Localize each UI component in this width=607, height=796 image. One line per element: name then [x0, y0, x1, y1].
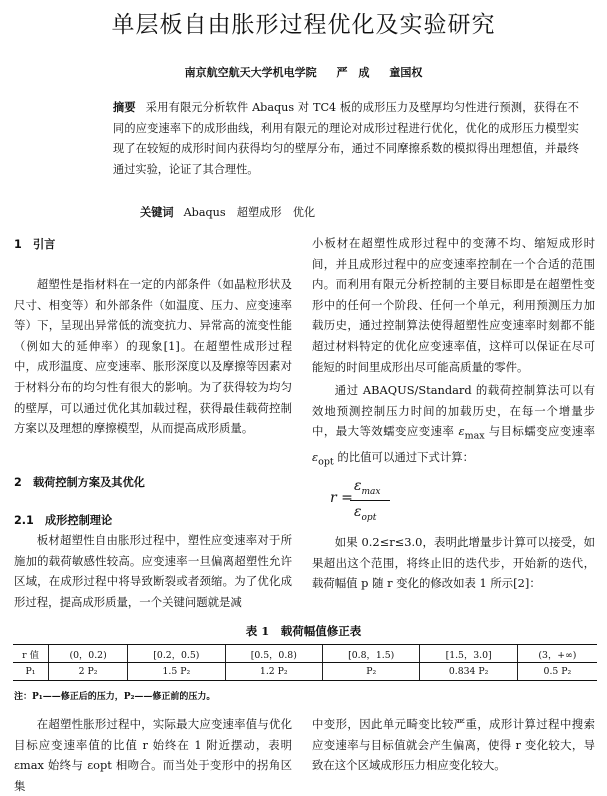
author-name: 童国权 [389, 66, 423, 79]
section-heading: 2 载荷控制方案及其优化 [14, 476, 145, 489]
formula-numerator: $\varepsilon_{max}$ [354, 478, 381, 497]
epsilon-symbol: ε [458, 424, 465, 439]
abstract-text: 采用有限元分析软件 Abaqus 对 TC4 板的成形压力及壁厚均匀性进行预测，获得在不同的应变速率下的成形曲线，利用有限元的理论对成形过程进行优化，优化的成形压力模型实现了在较短的成形时间内获得均匀的壁厚分布，通过不同摩擦系数的模拟得出理想值，并最终通过实验，论证了其合理性。 [113, 101, 579, 176]
table-cell: [0.5，0.8) [225, 645, 322, 663]
right-paragraph: 中变形，因此单元畸变比较严重，成形计算过程中搜索应变速率与目标值就会产生偏离，使得 r 变化较大，导致在这个区域成形压力相应变化较大。 [312, 717, 595, 773]
table-cell: 0.834 P₂ [420, 663, 517, 681]
table-cell: [0.8，1.5) [323, 645, 420, 663]
left-paragraph: 板材超塑性自由胀形过程中，塑性应变速率对于所施加的载荷敏感性较高。应变速率一旦偏离超塑性允许区域，在成形过程中将导致断裂或者颈缩。为了优化成形过程，提高成形质量，一个关键问题就是减 [14, 533, 292, 609]
table-note: 注：P₁——修正后的压力，P₂——修正前的压力。 [14, 692, 216, 702]
ratio-formula: r = $\varepsilon_{max}$ $\varepsilon_{opt}$ [330, 478, 420, 526]
table-cell: [0.2，0.5) [128, 645, 225, 663]
paper-title: 单层板自由胀形过程优化及实验研究 [111, 12, 496, 38]
table-cell: (3，+∞) [517, 645, 597, 663]
right-paragraph: 如果 0.2≤r≤3.0，表明此增量步计算可以接受，如果超出这个范围，将终止旧的迭代步，开始新的迭代，载荷幅值 p 随 r 变化的修改如表 1 所示[2]： [312, 535, 595, 591]
subsection-heading: 2.1 成形控制理论 [14, 514, 113, 527]
table-row [13, 663, 597, 681]
table-cell: P₂ [323, 663, 420, 681]
table-caption: 表 1 载荷幅值修正表 [245, 624, 362, 638]
right-paragraph: 通过 ABAQUS/Standard 的载荷控制算法可以有效地预测控制压力时间的加载历史，在每一个增量步中，最大等效蠕变应变速率 $\varepsilon_{max}$ 与目标蠕变应变速率 $\varepsilon_{opt}$ 的比值可以通过下式计算： [312, 383, 595, 468]
table-cell: 2 P₂ [49, 663, 128, 681]
abstract [113, 98, 579, 180]
right-paragraph: 小板材在超塑性成形过程中的变薄不均、缩短成形时间，并且成形过程中的应变速率控制在一个合适的范围内。而利用有限元分析控制的主要目标即是在超塑性变形中的任何一个阶段、任何一个单元，利用预测压力加载历史，通过控制算法使得超塑性应变速率时刻都不能超过材料特定的优化应变速率值，这样可以保证在尽可能短的时间里成形出尽可能高质量的零件。 [312, 236, 595, 374]
table-cell: r 值 [13, 645, 49, 663]
section-heading: 1 引言 [14, 238, 56, 251]
left-paragraph: 超塑性是指材料在一定的内部条件（如晶粒形状及尺寸、相变等）和外部条件（如温度、压力、应变速率等）下，呈现出异常低的流变抗力、异常高的流变性能（例如大的延伸率）的现象[1]。在超塑性成形过程中，成形温度、应变速率、胀形深度以及摩擦等因素对于材料分布的均匀性有很大的影响。为了获得较为均匀的壁厚，可以通过优化其加载过程，获得最佳载荷控制方案以及理想的摩擦模型，从而提高成形质量。 [14, 277, 292, 436]
table-cell: 1.2 P₂ [225, 663, 322, 681]
table-cell: 1.5 P₂ [128, 663, 225, 681]
epsilon-symbol: ε [312, 450, 319, 465]
keywords-text: Abaqus 超塑成形 优化 [183, 206, 316, 219]
left-paragraph: 在超塑性胀形过程中，实际最大应变速率值与优化目标应变速率值的比值 r 始终在 1 附近摆动，表明 εmax 始终与 εopt 相吻合。而当处于变形中的拐角区集 [14, 717, 292, 793]
table-cell: P₁ [13, 663, 49, 681]
load-correction-table [13, 644, 597, 681]
author-line [0, 64, 607, 80]
fraction-bar [350, 500, 390, 501]
table-header-row [13, 645, 597, 663]
keywords-label: 关键词 [140, 206, 174, 219]
table-cell: (0，0.2) [49, 645, 128, 663]
table-cell: 0.5 P₂ [517, 663, 597, 681]
table-cell: [1.5，3.0] [420, 645, 517, 663]
author-name: 严 成 [336, 66, 370, 79]
formula-denominator: $\varepsilon_{opt}$ [354, 504, 377, 523]
keywords [140, 204, 315, 220]
affiliation: 南京航空航天大学机电学院 [184, 66, 317, 79]
abstract-label: 摘要 [113, 101, 136, 114]
